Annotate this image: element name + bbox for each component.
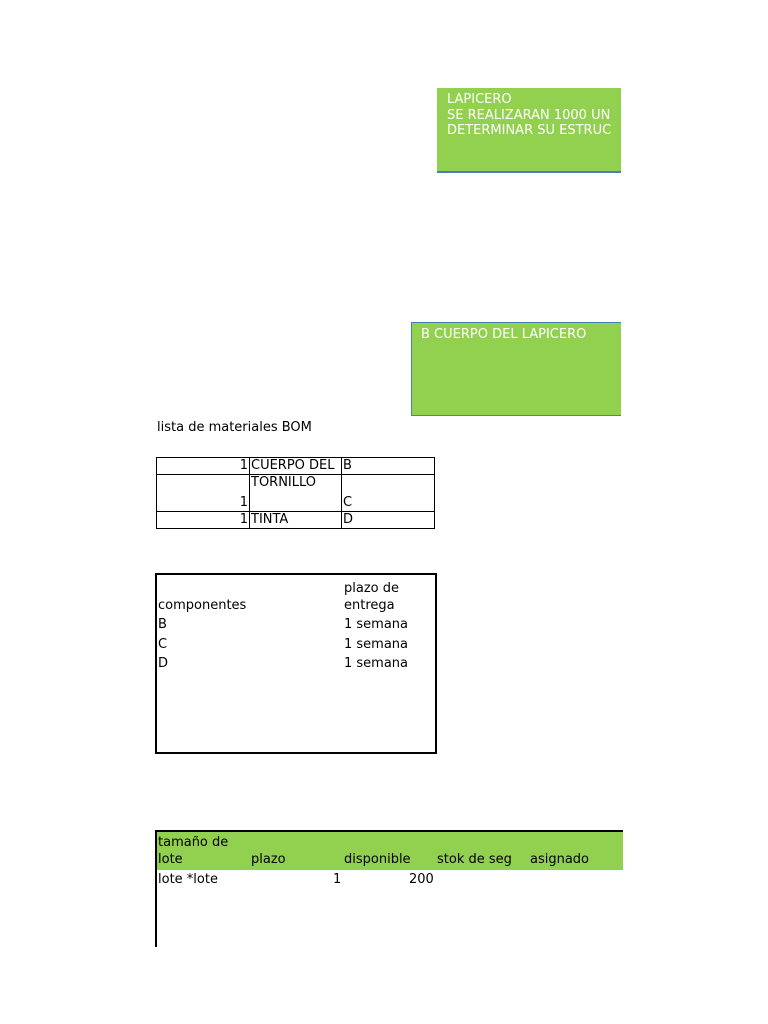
lead-time-cell[interactable]: 1 semana	[344, 656, 409, 671]
note-line-2: DETERMINAR SU ESTRUC	[447, 123, 612, 138]
table-row	[157, 475, 435, 512]
available-header: disponible	[344, 852, 411, 867]
safety-stock-header: stok de seg	[437, 852, 512, 867]
bom-qty[interactable]: 1	[157, 512, 250, 529]
lead-header: plazo	[251, 852, 286, 867]
note-title: LAPICERO	[447, 92, 512, 107]
lot-size-cell[interactable]: lote *lote	[158, 872, 218, 887]
lead-time-header-line1: plazo de	[344, 581, 399, 596]
lead-time-header-line2: entrega	[344, 598, 395, 613]
bom-qty[interactable]: 1	[157, 475, 250, 512]
components-table	[155, 573, 437, 754]
component-cell[interactable]: D	[158, 656, 169, 671]
bom-name[interactable]: TORNILLO	[250, 475, 342, 512]
component-cell[interactable]: B	[158, 617, 167, 632]
bom-title: lista de materiales BOM	[157, 420, 312, 435]
bom-name[interactable]: CUERPO DEL	[250, 458, 342, 475]
lead-time-cell[interactable]: 1 semana	[344, 617, 409, 632]
lead-time-cell[interactable]: 1 semana	[344, 637, 409, 652]
table-row	[157, 512, 435, 529]
bom-code[interactable]: C	[342, 475, 435, 512]
available-cell[interactable]: 200	[409, 872, 434, 887]
components-header: componentes	[158, 598, 247, 613]
table-row	[157, 458, 435, 475]
lot-size-header-line1: tamaño de	[158, 835, 229, 850]
note-text: B CUERPO DEL LAPICERO	[421, 327, 587, 342]
bom-name[interactable]: TINTA	[250, 512, 342, 529]
bom-code[interactable]: D	[342, 512, 435, 529]
component-cell[interactable]: C	[158, 637, 168, 652]
lot-table	[155, 830, 623, 947]
note-box-lapicero	[437, 88, 621, 173]
allocated-header: asignado	[530, 852, 590, 867]
bom-code[interactable]: B	[342, 458, 435, 475]
bom-qty[interactable]: 1	[157, 458, 250, 475]
note-box-cuerpo	[411, 322, 621, 416]
bom-table	[156, 457, 435, 529]
note-line-1: SE REALIZARAN 1000 UN	[447, 107, 611, 123]
lead-cell[interactable]: 1	[333, 872, 342, 887]
lot-size-header-line2: lote	[158, 852, 183, 867]
